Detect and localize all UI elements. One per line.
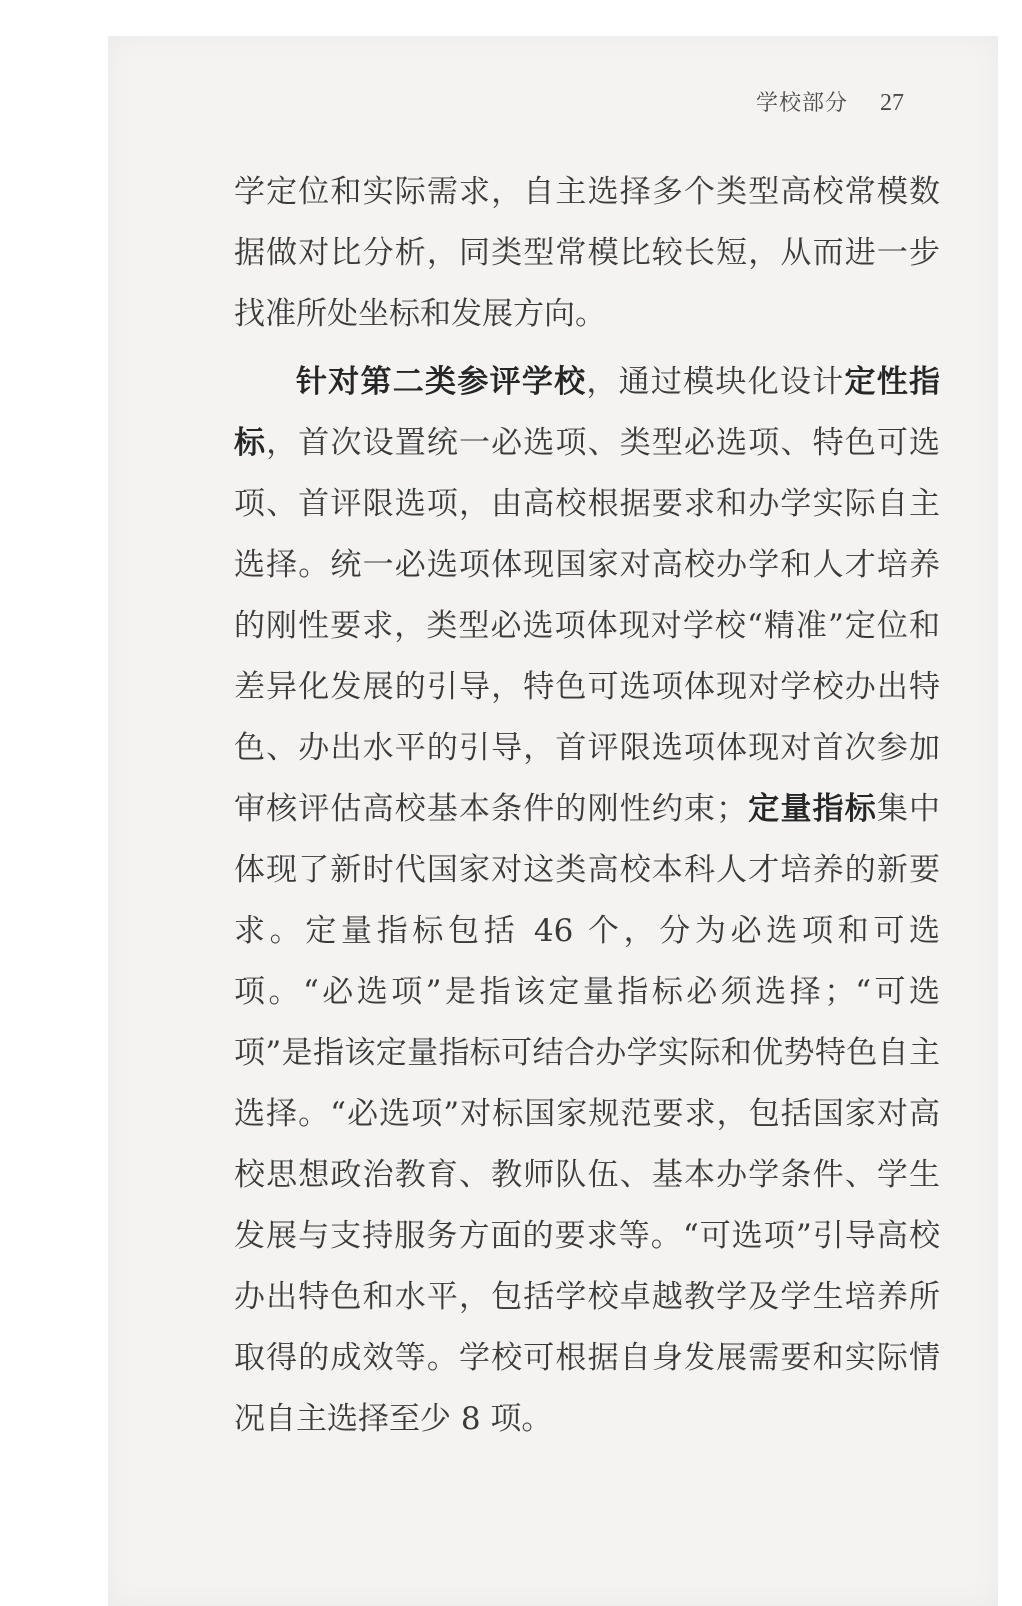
running-header (756, 86, 956, 117)
bold-term-quantitative-indicators: 定量指标 (747, 791, 877, 827)
paragraph-text-segment: 集中体现了新时代国家对这类高校本科人才培养的新要求。定量指标包括 46 个，分为必选项和可选项。“必选项”是指该定量指标必须选择；“可选项”是指该定量指标可结合办学实际和优势特色自主选择。“必选项”对标国家规范要求，包括国家对高校思想政治教育、教师队伍、基本办学条件、学生发展与支持服务方面的要求等。“可选项”引导高校办出特色和水平，包括学校卓越教学及学生培养所取得的成效等。学校可根据自身发展需要和实际情况自主选择至少 8 项。 (234, 791, 941, 1437)
bold-heading-second-category: 针对第二类参评学校 (296, 364, 587, 400)
body-text (234, 162, 940, 1450)
book-page (108, 36, 998, 1606)
page-number: 27 (880, 90, 905, 116)
paragraph-second-category (234, 352, 940, 1450)
paragraph-continued: 学定位和实际需求，自主选择多个类型高校常模数据做对比分析，同类型常模比较长短，从而进一步找准所处坐标和发展方向。 (234, 174, 940, 332)
paragraph-text-segment: ，通过模块化设计 (586, 364, 845, 400)
header-section-title: 学校部分 (756, 91, 849, 116)
paragraph-text-segment: ，首次设置统一必选项、类型必选项、特色可选项、首评限选项，由高校根据要求和办学实际自主选择。统一必选项体现国家对高校办学和人才培养的刚性要求，类型必选项体现对学校“精准”定位和差异化发展的引导，特色可选项体现对学校办出特色、办出水平的引导，首评限选项体现对首次参加审核评估高校基本条件的刚性约束； (234, 425, 941, 827)
bold-term-qualitative-indicators: 定性指标 (234, 364, 941, 461)
